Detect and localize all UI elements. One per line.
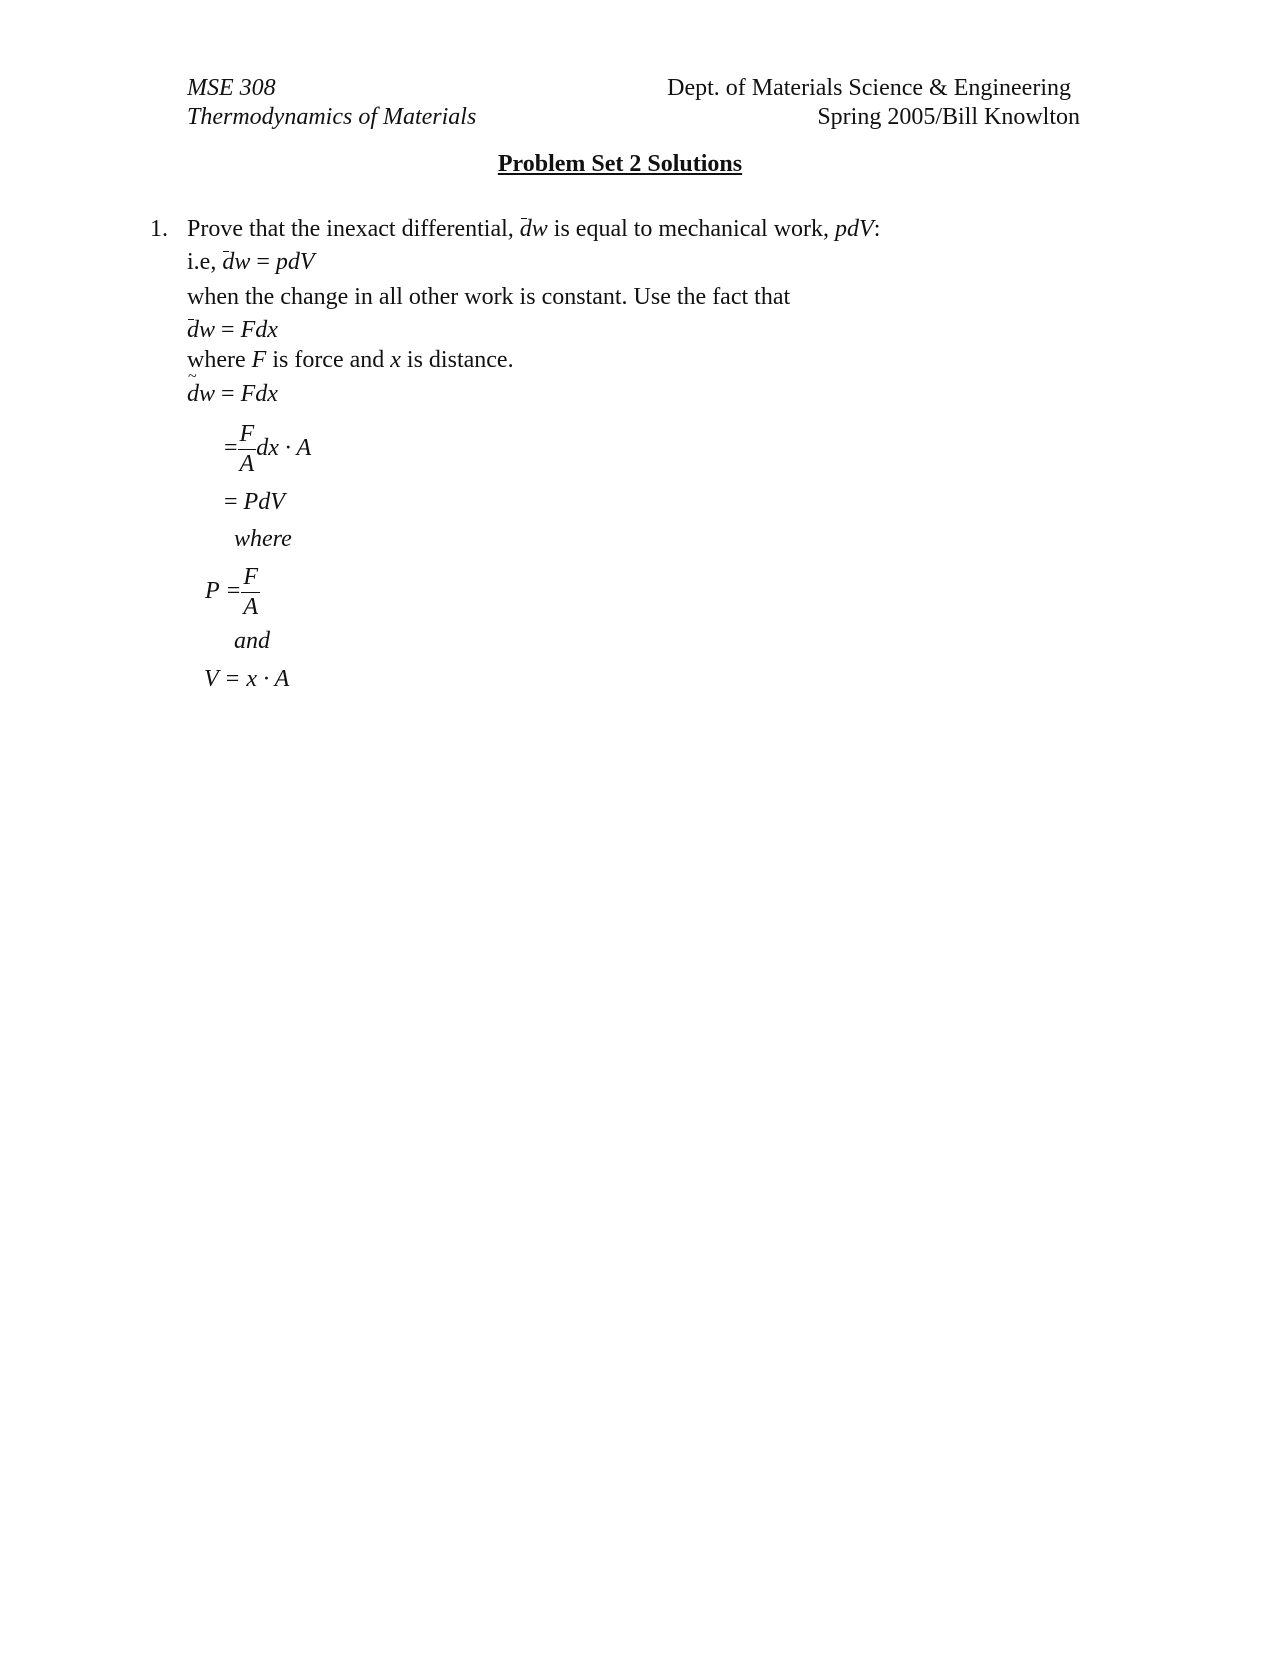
term-instructor: Spring 2005/Bill Knowlton [817, 104, 1080, 130]
volume-definition: V = x · A [204, 666, 290, 692]
problem-number: 1. [150, 216, 168, 242]
condition-text: when the change in all other work is constant. Use the fact that [187, 284, 791, 310]
course-name: Thermodynamics of Materials [187, 104, 477, 130]
ie-equation: i.e, dw = pdV [187, 249, 315, 275]
and-label: and [234, 628, 270, 654]
problem-statement-line1: Prove that the inexact differential, dw is equal to mechanical work, pdV: [187, 216, 881, 242]
variable-definitions: where F is force and x is distance. [187, 347, 514, 373]
department: Dept. of Materials Science & Engineering [667, 75, 1071, 101]
derivation-step-2: = $\frac{F}{A}$ dx · A [224, 421, 312, 477]
derivation-step-3: = PdV [224, 489, 285, 515]
where-label: where [234, 526, 292, 552]
course-number: MSE 308 [187, 75, 276, 101]
given-equation: dw = Fdx [187, 317, 278, 343]
derivation-step-1: ~ dw = Fdx [187, 380, 278, 409]
pressure-definition: P = $\frac{F}{A}$ [205, 564, 259, 620]
page-title: Problem Set 2 Solutions [497, 151, 743, 177]
